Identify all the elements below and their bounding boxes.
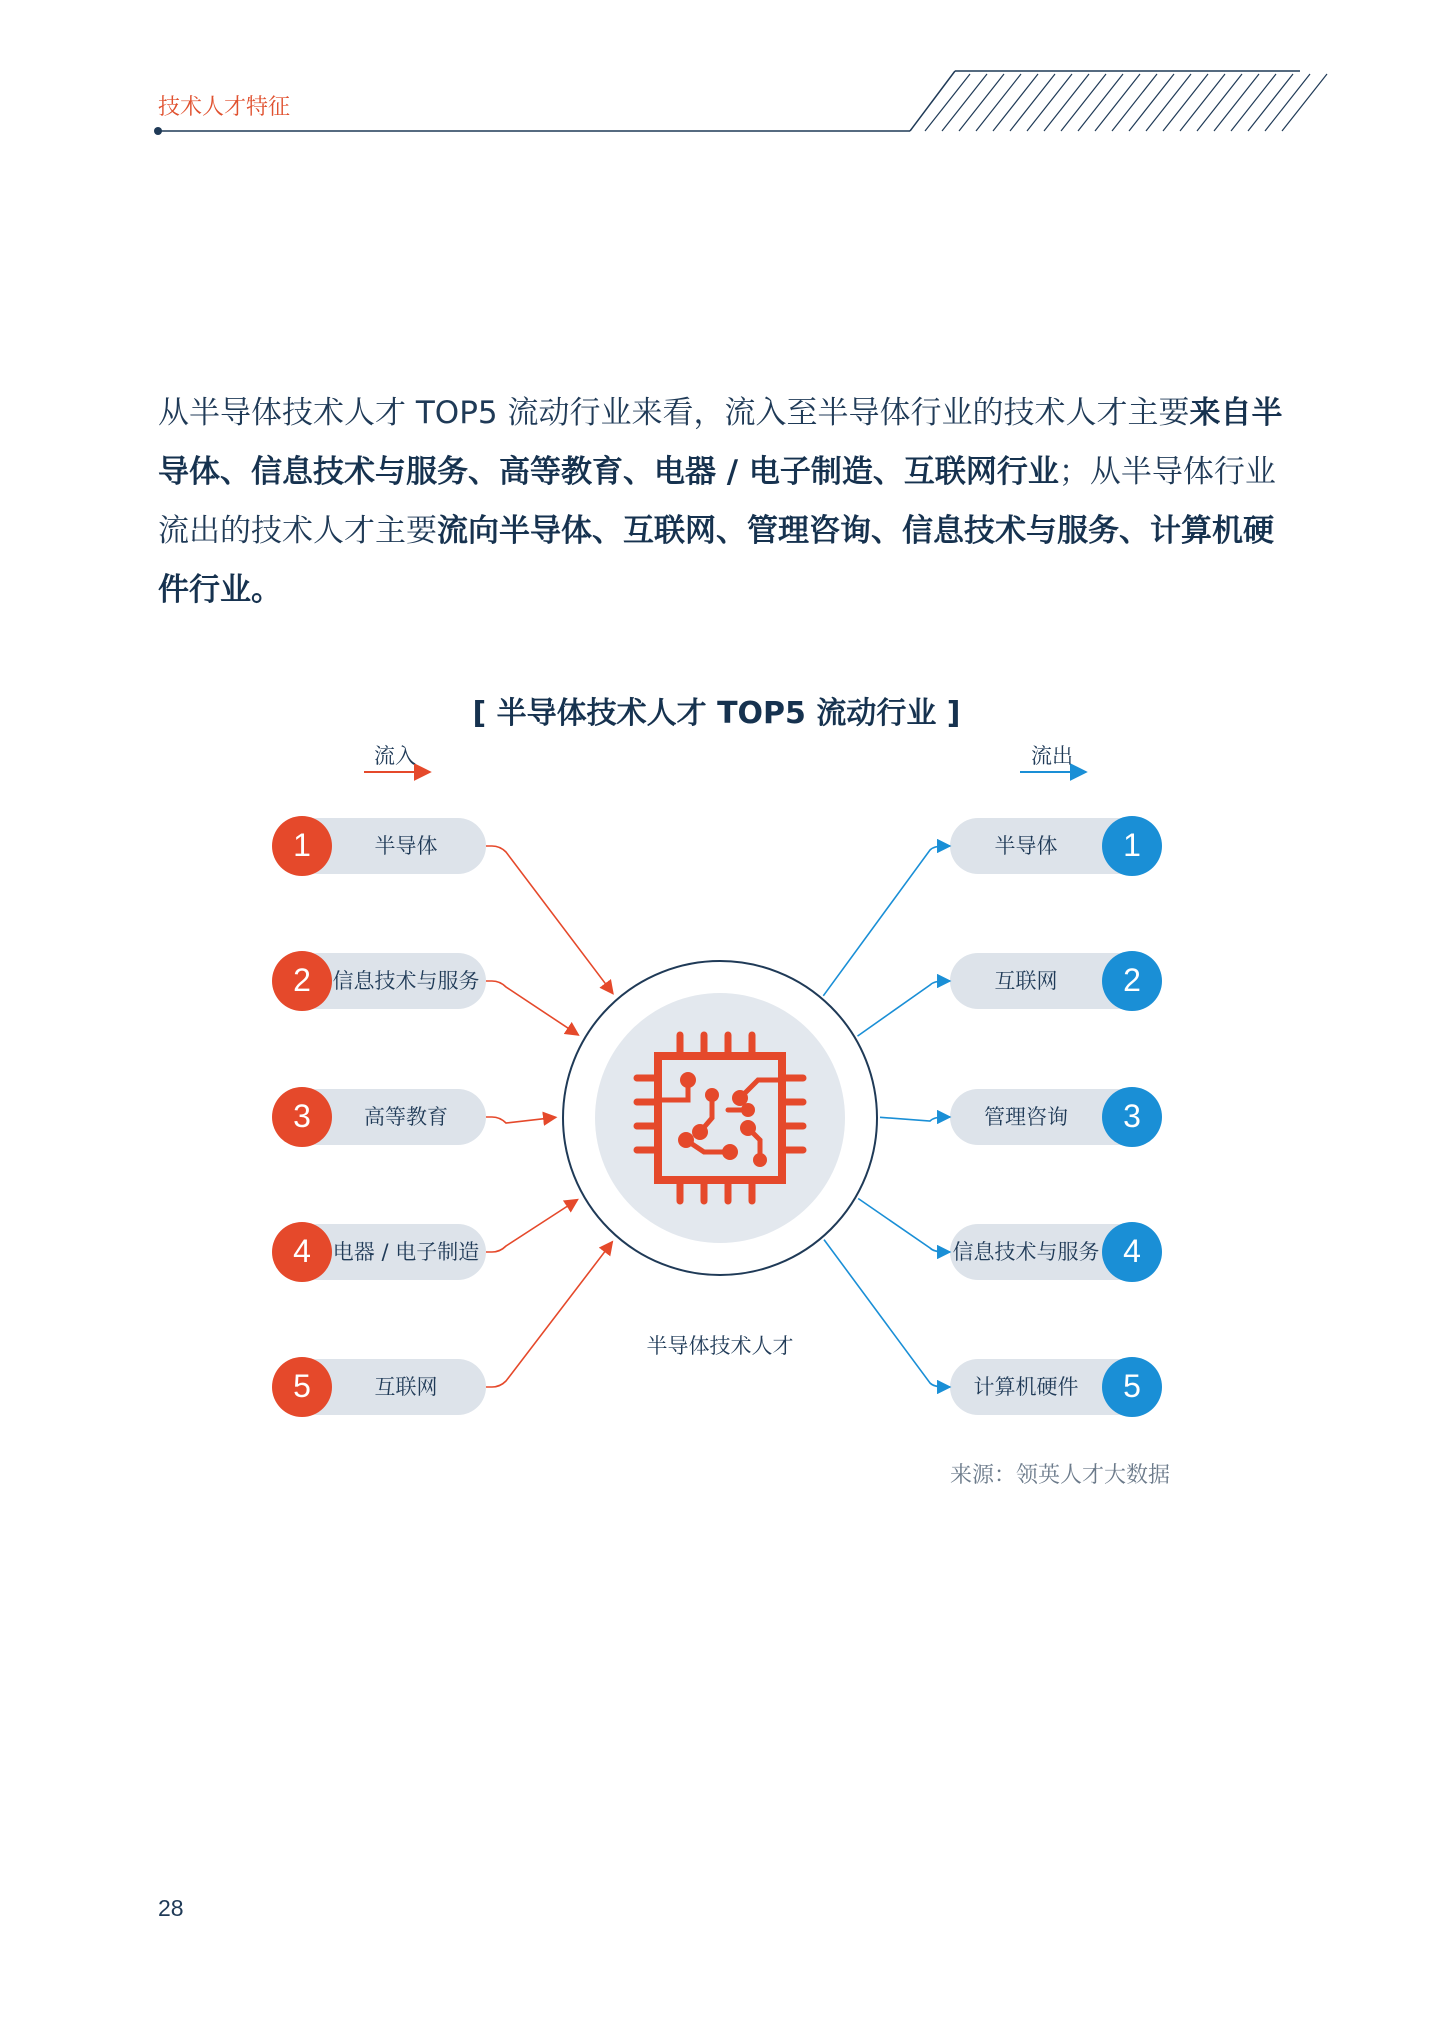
source-note: 来源：领英人才大数据 (949, 1463, 1170, 1488)
outflow-connector (858, 1199, 950, 1253)
inflow-rank-number: 5 (293, 1368, 311, 1404)
outflow-rank-number: 2 (1123, 962, 1141, 998)
outflow-industry-label: 管理咨询 (984, 1105, 1068, 1129)
inflow-rank-number: 3 (293, 1098, 311, 1134)
center-circle-fill (595, 993, 845, 1243)
outflow-connector (823, 846, 950, 996)
outflow-industry-label: 互联网 (994, 969, 1058, 993)
inflow-connector (486, 1242, 612, 1387)
outflow-connector (858, 981, 951, 1036)
inflow-rank-number: 4 (293, 1233, 311, 1269)
section-title: 技术人才特征 (158, 95, 291, 120)
intro-segment-bold: 来自半导体、信息技术与服务、高等教育、电器 / 电子制造、互联网行业 (158, 395, 1283, 490)
inflow-connector (486, 1200, 578, 1253)
outflow-rank-number: 3 (1123, 1098, 1141, 1134)
intro-segment: ；从半导体行业流出的技术人才主要 (158, 454, 1276, 549)
inflow-industry-label: 电器 / 电子制造 (332, 1240, 480, 1264)
inflow-rank-number: 2 (293, 962, 311, 998)
inflow-label: 流入 (374, 744, 416, 768)
center-label: 半导体技术人才 (646, 1334, 794, 1358)
inflow-connector (486, 1117, 556, 1123)
outflow-label: 流出 (1031, 744, 1073, 768)
inflow-industry-label: 半导体 (374, 834, 438, 858)
inflow-rank-number: 1 (293, 827, 311, 863)
outflow-industry-label: 半导体 (994, 834, 1058, 858)
outflow-industry-label: 计算机硬件 (973, 1375, 1079, 1399)
outflow-industry-label: 信息技术与服务 (952, 1240, 1100, 1264)
page-number: 28 (158, 1895, 184, 1921)
inflow-connector (486, 981, 579, 1035)
outflow-connector (880, 1117, 950, 1121)
inflow-industry-label: 互联网 (374, 1375, 438, 1399)
intro-segment: 从半导体技术人才 TOP5 流动行业来看，流入至半导体行业的技术人才主要 (158, 395, 1190, 431)
diagram-title: [ 半导体技术人才 TOP5 流动行业 ] (472, 696, 961, 731)
intro-segment-bold: 流向半导体、互联网、管理咨询、信息技术与服务、计算机硬件行业。 (158, 513, 1274, 608)
outflow-rank-number: 1 (1123, 827, 1141, 863)
outflow-connector (824, 1240, 950, 1387)
outflow-rank-number: 5 (1123, 1368, 1141, 1404)
outflow-rank-number: 4 (1123, 1233, 1141, 1269)
inflow-industry-label: 高等教育 (364, 1105, 448, 1129)
inflow-connector (486, 846, 613, 994)
inflow-industry-label: 信息技术与服务 (332, 969, 480, 993)
